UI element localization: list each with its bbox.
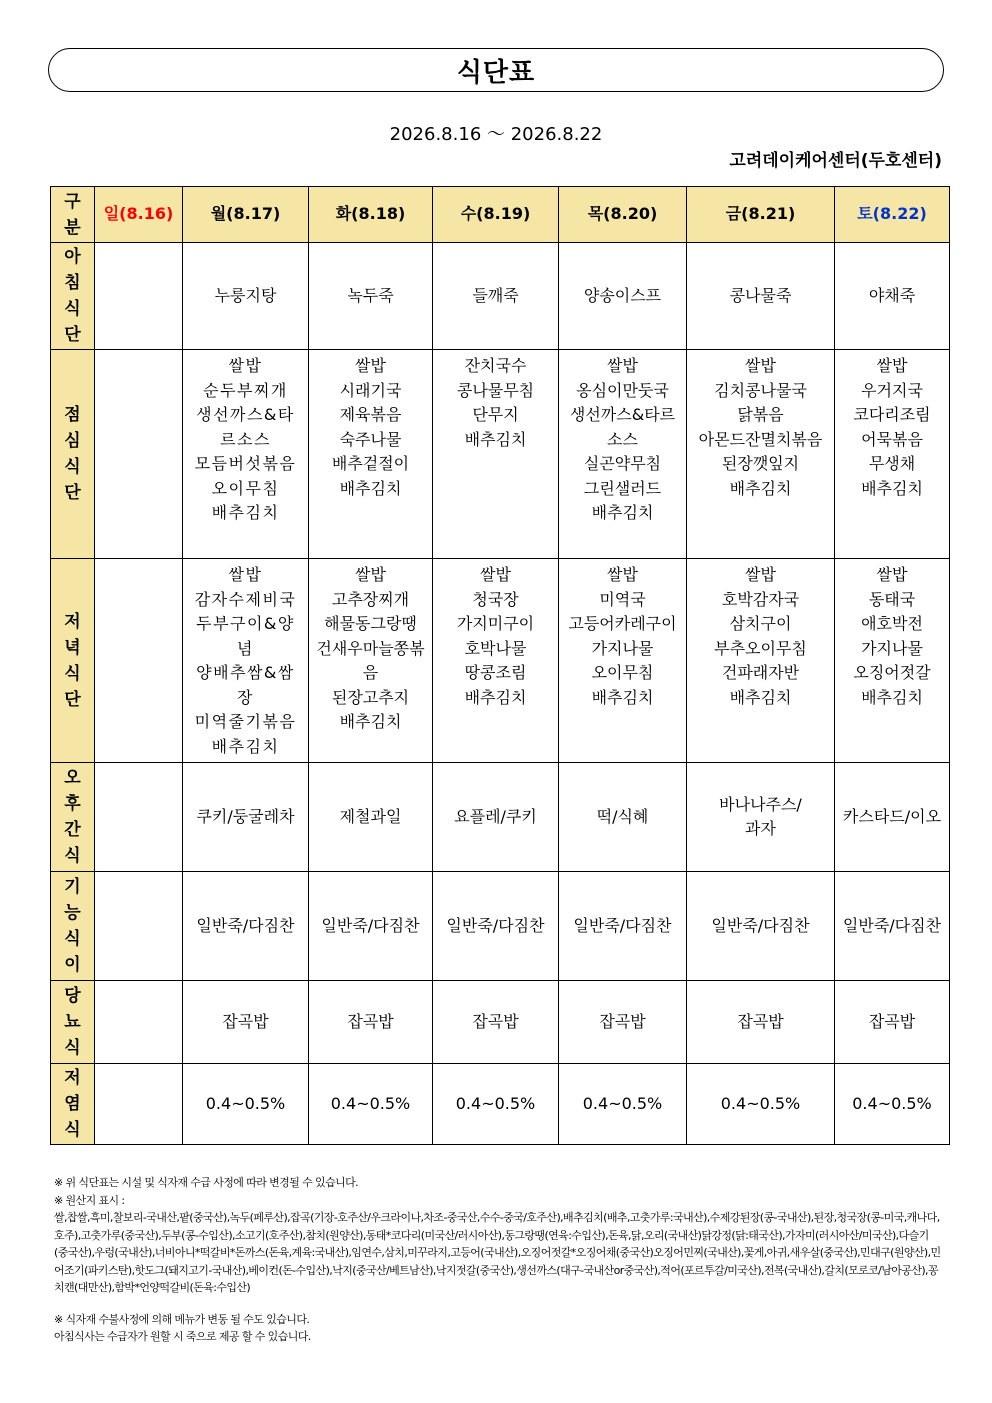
row-breakfast	[51, 243, 950, 350]
menu-item: 오징어젓갈	[853, 663, 931, 682]
menu-item: 건파래자반	[721, 663, 800, 682]
menu-item: 0.4~0.5%	[205, 1093, 286, 1113]
menu-item: 배추김치	[591, 503, 654, 522]
row-label-low-salt-diet	[51, 1064, 95, 1145]
menu-cell-diabetic-diet-day6	[835, 981, 950, 1064]
menu-item: 쌀밥	[607, 565, 638, 584]
menu-item: 잡곡밥	[737, 1011, 784, 1031]
menu-item: 가지나물	[861, 638, 923, 658]
day-header-sun: 일(8.16)	[95, 187, 183, 243]
menu-cell-diabetic-diet-day5	[687, 981, 835, 1064]
menu-cell-dinner-day2	[309, 559, 433, 763]
menu-cell-breakfast-day3	[433, 243, 559, 350]
menu-cell-low-salt-diet-day0	[95, 1064, 183, 1145]
menu-item: 일반죽/다짐찬	[446, 915, 545, 935]
menu-cell-diabetic-diet-day0	[95, 981, 183, 1064]
menu-item: 떡/식혜	[596, 806, 649, 826]
menu-cell-snack-day5	[687, 763, 835, 872]
day-header-tue: 화(8.18)	[309, 187, 433, 243]
menu-item: 바나나주스/	[719, 794, 802, 814]
day-header-thu: 목(8.20)	[559, 187, 687, 243]
center-name: 고려데이케어센터(두호센터)	[729, 151, 942, 171]
menu-item: 르소스	[220, 429, 271, 449]
menu-cell-dinner-day3	[433, 559, 559, 763]
menu-item: 쌀밥	[355, 565, 386, 584]
row-label-char: 식	[64, 299, 81, 319]
category-header	[51, 187, 95, 243]
menu-item: 잡곡밥	[599, 1011, 646, 1031]
menu-item: 아몬드잔멸치볶음	[698, 429, 823, 449]
category-header-char: 구	[64, 191, 81, 212]
menu-item: 청국장	[472, 589, 519, 609]
row-label-diabetic-diet	[51, 981, 95, 1064]
menu-item: 생선까스&타	[196, 405, 295, 424]
row-label-char: 후	[64, 794, 81, 814]
menu-cell-diabetic-diet-day2	[309, 981, 433, 1064]
menu-cell-low-salt-diet-day6	[835, 1064, 950, 1145]
menu-item: 누룽지탕	[214, 285, 277, 305]
day-header-fri: 금(8.21)	[687, 187, 835, 243]
note-breakfast: 아침식사는 수급자가 원할 시 죽으로 제공 할 수 있습니다.	[54, 1330, 311, 1343]
menu-cell-diabetic-diet-day3	[433, 981, 559, 1064]
row-label-char: 식	[64, 929, 81, 949]
menu-item: 오이무침	[591, 663, 654, 682]
menu-item: 애호박전	[861, 614, 923, 633]
day-header-wed: 수(8.19)	[433, 187, 559, 243]
menu-cell-breakfast-day1	[183, 243, 309, 350]
menu-item: 쌀밥	[607, 356, 638, 375]
row-label-char: 침	[64, 273, 81, 293]
menu-cell-low-salt-diet-day4	[559, 1064, 687, 1145]
menu-cell-breakfast-day2	[309, 243, 433, 350]
row-label-char: 이	[64, 955, 81, 975]
menu-item: 김치콩나물국	[714, 380, 807, 400]
menu-item: 쌀밥	[480, 565, 511, 584]
row-lunch	[51, 350, 950, 559]
menu-item: 그린샐러드	[583, 478, 662, 498]
menu-item: 닭볶음	[737, 405, 784, 424]
menu-item: 배추김치	[729, 478, 792, 498]
note-supply: ※ 식자재 수불사정에 의해 메뉴가 변동 될 수도 있습니다.	[54, 1312, 310, 1326]
menu-cell-snack-day1	[183, 763, 309, 872]
menu-cell-dinner-day5	[687, 559, 835, 763]
row-label-char: 염	[64, 1094, 81, 1114]
menu-cell-dinner-day0	[95, 559, 183, 763]
menu-item: 음	[362, 663, 379, 682]
row-low-salt-diet	[51, 1064, 950, 1145]
menu-cell-lunch-day4	[559, 350, 687, 559]
menu-item: 배추김치	[861, 687, 923, 707]
menu-item: 쌀밥	[745, 356, 776, 375]
menu-item: 일반죽/다짐찬	[573, 915, 672, 935]
menu-item: 고추장찌개	[331, 589, 410, 609]
menu-cell-dinner-day1	[183, 559, 309, 763]
menu-cell-lunch-day3	[433, 350, 559, 559]
menu-item: 녹두죽	[347, 285, 394, 305]
row-diabetic-diet	[51, 981, 950, 1064]
menu-item: 배추겉절이	[331, 454, 410, 473]
menu-item: 0.4~0.5%	[720, 1093, 801, 1113]
menu-item: 감자수제비국	[194, 589, 297, 609]
menu-item: 미역국	[599, 589, 646, 609]
menu-cell-breakfast-day0	[95, 243, 183, 350]
menu-cell-low-salt-diet-day3	[433, 1064, 559, 1145]
menu-item: 잔치국수	[464, 356, 527, 375]
menu-cell-snack-day2	[309, 763, 433, 872]
menu-item: 된장고추지	[331, 687, 410, 707]
menu-item: 배추김치	[339, 478, 402, 498]
menu-item: 잡곡밥	[472, 1011, 519, 1031]
row-label-char: 식	[64, 846, 81, 866]
row-label-snack	[51, 763, 95, 872]
menu-item: 실곤약무침	[583, 454, 662, 473]
row-label-char: 기	[64, 877, 81, 897]
menu-item: 순두부찌개	[203, 380, 288, 400]
menu-item: 잡곡밥	[347, 1011, 394, 1031]
menu-item: 배추김치	[464, 429, 527, 449]
menu-item: 우거지국	[861, 380, 923, 400]
row-label-functional-diet	[51, 872, 95, 981]
menu-item: 배추김치	[464, 687, 527, 707]
menu-item: 호박나물	[464, 638, 527, 658]
menu-cell-low-salt-diet-day2	[309, 1064, 433, 1145]
row-label-char: 저	[64, 611, 81, 632]
row-label-char: 간	[64, 820, 81, 840]
row-label-char: 식	[64, 1120, 81, 1140]
menu-cell-low-salt-diet-day5	[687, 1064, 835, 1145]
row-label-char: 당	[64, 986, 81, 1006]
menu-item: 건새우마늘쫑볶	[316, 638, 425, 658]
menu-item: 배추김치	[211, 503, 280, 522]
menu-item: 부추오이무침	[714, 638, 807, 658]
menu-cell-diabetic-diet-day1	[183, 981, 309, 1064]
row-label-breakfast	[51, 243, 95, 350]
row-label-char: 점	[64, 405, 81, 425]
menu-item: 된장깻잎지	[721, 454, 800, 473]
row-label-char: 저	[64, 1068, 81, 1088]
menu-item: 오이무침	[211, 478, 280, 498]
menu-item: 두부구이&양	[196, 614, 295, 633]
menu-item: 코다리조림	[853, 405, 931, 424]
menu-cell-breakfast-day4	[559, 243, 687, 350]
menu-cell-snack-day3	[433, 763, 559, 872]
menu-item: 잡곡밥	[868, 1011, 916, 1031]
row-label-char: 단	[64, 689, 81, 710]
menu-item: 제육볶음	[339, 405, 402, 424]
note-change: ※ 위 식단표는 시설 및 식자재 수급 사정에 따라 변경될 수 있습니다.	[54, 1176, 359, 1189]
menu-item: 야채죽	[868, 285, 916, 305]
menu-item: 일반죽/다짐찬	[196, 915, 295, 935]
menu-item: 삼치구이	[729, 614, 792, 633]
row-functional-diet	[51, 872, 950, 981]
row-label-char: 녁	[64, 637, 81, 658]
menu-cell-snack-day6	[835, 763, 950, 872]
menu-item: 일반죽/다짐찬	[321, 915, 420, 935]
row-label-dinner	[51, 559, 95, 763]
menu-item: 어묵볶음	[861, 429, 923, 449]
menu-item: 고등어카레구이	[568, 614, 677, 633]
menu-cell-low-salt-diet-day1	[183, 1064, 309, 1145]
row-label-lunch	[51, 350, 95, 559]
menu-item: 땅콩조림	[464, 663, 527, 682]
menu-item: 무생채	[868, 454, 916, 473]
row-label-char: 식	[64, 457, 81, 477]
row-label-char: 아	[64, 247, 81, 267]
menu-item: 일반죽/다짐찬	[711, 915, 810, 935]
menu-item: 잡곡밥	[222, 1011, 269, 1031]
menu-cell-lunch-day1	[183, 350, 309, 559]
menu-item: 양배추쌈&쌈	[196, 663, 295, 682]
menu-item: 카스타드/이오	[842, 806, 942, 826]
menu-item: 배추김치	[729, 687, 792, 707]
title-box	[48, 48, 944, 92]
category-header-char: 분	[64, 217, 81, 238]
day-header-mon: 월(8.17)	[183, 187, 309, 243]
menu-cell-dinner-day6	[835, 559, 950, 763]
menu-item: 배추김치	[591, 687, 654, 707]
menu-period: 2026.8.16 ～ 2026.8.22	[389, 124, 603, 145]
row-label-char: 식	[64, 1038, 81, 1058]
menu-item: 콩나물죽	[729, 285, 792, 305]
menu-item: 쿠키/둥굴레차	[196, 806, 295, 826]
row-label-char: 식	[64, 663, 81, 684]
menu-item: 모듬버섯볶음	[194, 454, 297, 473]
menu-item: 쌀밥	[228, 565, 263, 584]
menu-cell-functional-diet-day0	[95, 872, 183, 981]
menu-cell-functional-diet-day6	[835, 872, 950, 981]
menu-item: 단무지	[472, 405, 519, 424]
menu-cell-functional-diet-day1	[183, 872, 309, 981]
menu-item: 미역줄기볶음	[194, 712, 297, 731]
menu-cell-functional-diet-day3	[433, 872, 559, 981]
menu-item: 양송이스프	[583, 285, 662, 305]
menu-item: 장	[237, 687, 254, 707]
menu-item: 0.4~0.5%	[330, 1093, 411, 1113]
menu-cell-lunch-day5	[687, 350, 835, 559]
menu-cell-snack-day0	[95, 763, 183, 872]
menu-item: 배추김치	[861, 478, 923, 498]
menu-item: 시래기국	[339, 380, 402, 400]
menu-item: 배추김치	[339, 712, 402, 731]
menu-item: 배추김치	[211, 736, 280, 756]
menu-item: 쌀밥	[876, 356, 908, 375]
menu-table	[50, 186, 950, 1145]
menu-item: 쌀밥	[876, 565, 908, 584]
menu-item: 호박감자국	[721, 589, 800, 609]
menu-cell-functional-diet-day5	[687, 872, 835, 981]
menu-cell-functional-diet-day2	[309, 872, 433, 981]
menu-item: 제철과일	[339, 806, 402, 826]
menu-item: 쌀밥	[228, 356, 263, 375]
menu-cell-breakfast-day5	[687, 243, 835, 350]
page-title: 식단표	[456, 57, 536, 88]
menu-cell-lunch-day2	[309, 350, 433, 559]
menu-cell-lunch-day6	[835, 350, 950, 559]
menu-item: 들깨죽	[472, 285, 519, 305]
menu-item: 쌀밥	[355, 356, 386, 375]
row-label-char: 뇨	[64, 1012, 81, 1032]
menu-cell-breakfast-day6	[835, 243, 950, 350]
row-label-char: 오	[64, 768, 81, 788]
menu-cell-functional-diet-day4	[559, 872, 687, 981]
menu-item: 동태국	[868, 589, 916, 609]
menu-item: 소스	[607, 429, 638, 449]
menu-cell-dinner-day4	[559, 559, 687, 763]
menu-item: 해물동그랑땡	[324, 614, 417, 633]
menu-item: 0.4~0.5%	[852, 1093, 932, 1113]
notes	[54, 1174, 942, 1346]
row-label-char: 심	[64, 431, 81, 451]
menu-item: 가지나물	[591, 638, 654, 658]
menu-item: 0.4~0.5%	[455, 1093, 536, 1113]
menu-cell-lunch-day0	[95, 350, 183, 559]
menu-item: 요플레/쿠키	[454, 806, 537, 826]
menu-item: 가지미구이	[456, 614, 535, 633]
row-dinner	[51, 559, 950, 763]
row-label-char: 단	[64, 483, 81, 503]
row-snack	[51, 763, 950, 872]
row-label-char: 능	[64, 903, 81, 923]
menu-cell-diabetic-diet-day4	[559, 981, 687, 1064]
menu-cell-snack-day4	[559, 763, 687, 872]
header-row	[51, 187, 950, 243]
menu-item: 숙주나물	[339, 429, 402, 449]
menu-item: 쌀밥	[745, 565, 776, 584]
day-header-sat: 토(8.22)	[835, 187, 950, 243]
row-label-char: 단	[64, 325, 81, 345]
menu-item: 옹심이만둣국	[576, 380, 669, 400]
note-origin-detail: 쌀,찹쌀,흑미,찰보리-국내산,팥(중국산),녹두(페루산),잡곡(기장-호주산/우크라이나,차조-중국산,수수-중국/호주산),배추김치(배추,고춧가루:국내산),수제강된장(콩-국내산),된장,청국장(콩-미국,캐나다,호주),고춧가루(중국산),두부(콩-수입산),소고기(호주산),참치(원양산),동태*코다리(미국산/러시아산),동그랑땡(연육:수입산),돈육,닭,오리(국내산)닭강정(닭:태국산),가자미(러시아산/미국산),다슬기(중국산),우렁(국내산),너비아니*떡갈비*돈까스(돈육,계육:국내산),임연수,삼치,미꾸라지,고등어(국내산),오징어젓갈*오징어채(중국산)오징어민찌(국내산),꽃게,아귀,새우살(중국산),민대구(원양산),민어조기(파키스탄),핫도그(돼지고기-국내산),베이컨(돈-수입산),낙지(중국산/베트남산),낙지젓갈(중국산),생선까스(대구-국내산or중국산),적어(포르투갈/미국산),전복(국내산),갈치(모로코/남아공산),꽁치캔(대만산),함박*언양떡갈비(돈육:수입산)	[54, 1211, 941, 1294]
menu-item: 콩나물무침	[456, 380, 535, 400]
menu-item: 생선까스&타르	[569, 405, 676, 424]
menu-item: 과자	[745, 819, 776, 838]
menu-item: 념	[237, 638, 254, 658]
menu-item: 일반죽/다짐찬	[842, 915, 942, 935]
menu-item: 0.4~0.5%	[582, 1093, 663, 1113]
note-origin-label: ※ 원산지 표시 :	[54, 1193, 125, 1207]
